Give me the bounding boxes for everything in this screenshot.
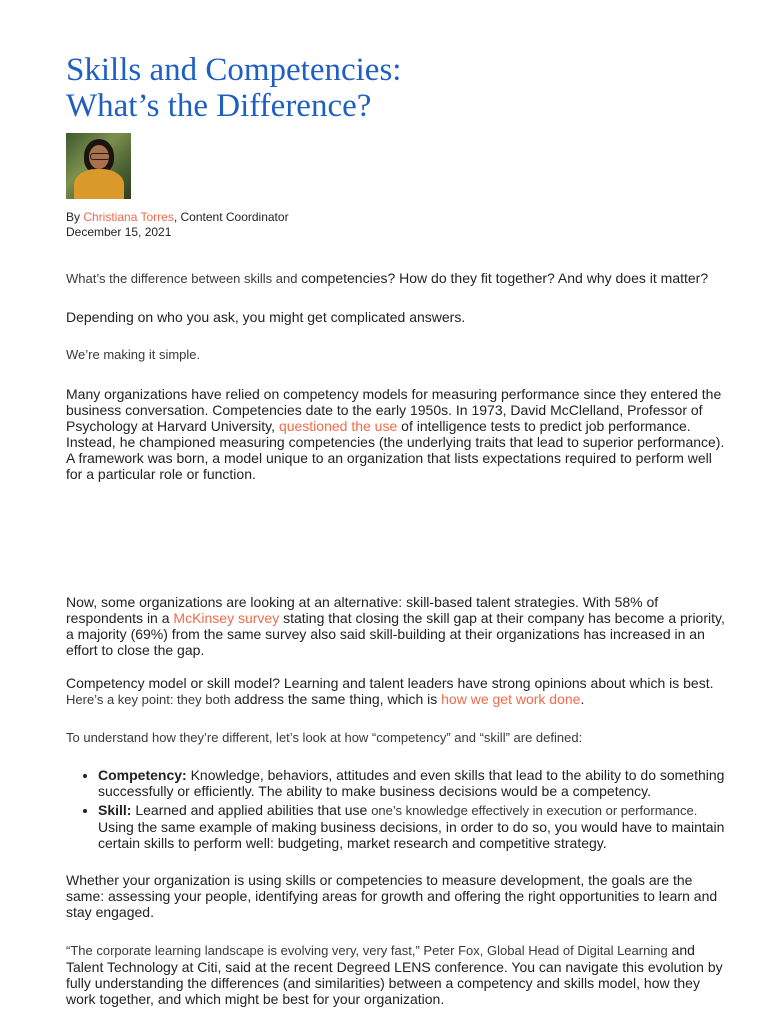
- p4-part-b: of intelligence tests to predict job performance. Instead, he championed measuring competencies (the underlying traits that lead to superior performance). A framework was born, a model unique to an organization that lists expectations required to perform well for a particular role or function.: [66, 418, 725, 482]
- publish-date: December 15, 2021: [66, 225, 172, 239]
- paragraph-3: We’re making it simple.: [66, 347, 201, 362]
- paragraph-9: [66, 942, 726, 1007]
- p6-part-d: .: [580, 691, 585, 707]
- byline: [66, 210, 726, 240]
- article: [66, 52, 726, 1007]
- paragraph-5: [66, 594, 726, 658]
- p6-part-a: Competency model or skill model? Learning and talent leaders have strong opinions about which is best.: [66, 675, 714, 691]
- paragraph-6: [66, 675, 726, 708]
- skill-term: Skill:: [98, 802, 132, 818]
- competency-definition: Knowledge, behaviors, attitudes and even skills that lead to the ability to do something successfully or efficiently. The ability to make business decisions would be a competency.: [98, 767, 725, 799]
- title-line-1: Skills and Competencies:: [66, 52, 402, 88]
- p9-part-a: “The corporate learning landscape is evolving very, very fast,” Peter Fox, Global Head of Digital Learning: [66, 943, 668, 958]
- author-role: , Content Coordinator: [173, 210, 289, 224]
- paragraph-8: Whether your organization is using skills or competencies to measure development, the goals are the same: assessing your people, identifying areas for growth and offering the right opportunities to learn and stay engaged.: [66, 872, 718, 920]
- p5-part-b: stating that closing the skill gap at their company has become a priority, a majority (69%) from the same survey also said skill-building at their organizations has increased in an effort to close the gap.: [66, 610, 725, 658]
- skill-definition-b: one’s knowledge effectively in execution or performance.: [371, 803, 698, 818]
- how-we-get-work-done-link[interactable]: how we get work done: [441, 691, 581, 707]
- questioned-the-use-link[interactable]: questioned the use: [278, 418, 398, 434]
- p5-part-a: Now, some organizations are looking at an alternative: skill-based talent strategies. With 58% of respondents in a: [66, 594, 659, 626]
- intro-part-b: competencies? How do they fit together? And why does it matter?: [301, 270, 709, 286]
- p6-part-b: Here’s a key point: they both: [66, 692, 235, 707]
- author-link[interactable]: Christiana Torres: [83, 210, 174, 224]
- intro-part-a: What’s the difference between skills and: [66, 271, 302, 286]
- paragraph-7: To understand how they’re different, let’s look at how “competency” and “skill” are defined:: [66, 730, 583, 745]
- competency-term: Competency:: [98, 767, 187, 783]
- title-line-2: What’s the Difference?: [66, 88, 372, 124]
- list-item: [98, 802, 726, 851]
- p4-part-a: Many organizations have relied on competency models for measuring performance since they entered the business conversation. Competencies date to the early 1950s. In 1973, David McClelland, Professor of Psychology at Harvard University,: [66, 386, 722, 434]
- paragraph-4: [66, 386, 726, 482]
- intro-paragraph: [66, 270, 726, 287]
- skill-definition-a: Learned and applied abilities that use: [131, 802, 372, 818]
- byline-prefix: By: [66, 210, 84, 224]
- list-item: [98, 767, 726, 799]
- p6-part-c: address the same thing, which is: [234, 691, 442, 707]
- author-photo: [66, 133, 131, 199]
- mckinsey-survey-link[interactable]: McKinsey survey: [173, 610, 280, 626]
- skill-definition-c: Using the same example of making business decisions, in order to do so, you would have to maintain certain skills to perform well: budgeting, market research and competitive strategy.: [98, 819, 725, 851]
- article-title: [66, 52, 726, 124]
- p9-part-b: and Talent Technology at Citi, said at the recent Degreed LENS conference. You can navigate this evolution by fully understanding the differences (and similarities) between a competency and skills model, how they work together, and which might be best for your organization.: [66, 942, 723, 1007]
- paragraph-2: Depending on who you ask, you might get complicated answers.: [66, 309, 466, 325]
- definitions-list: [66, 767, 726, 851]
